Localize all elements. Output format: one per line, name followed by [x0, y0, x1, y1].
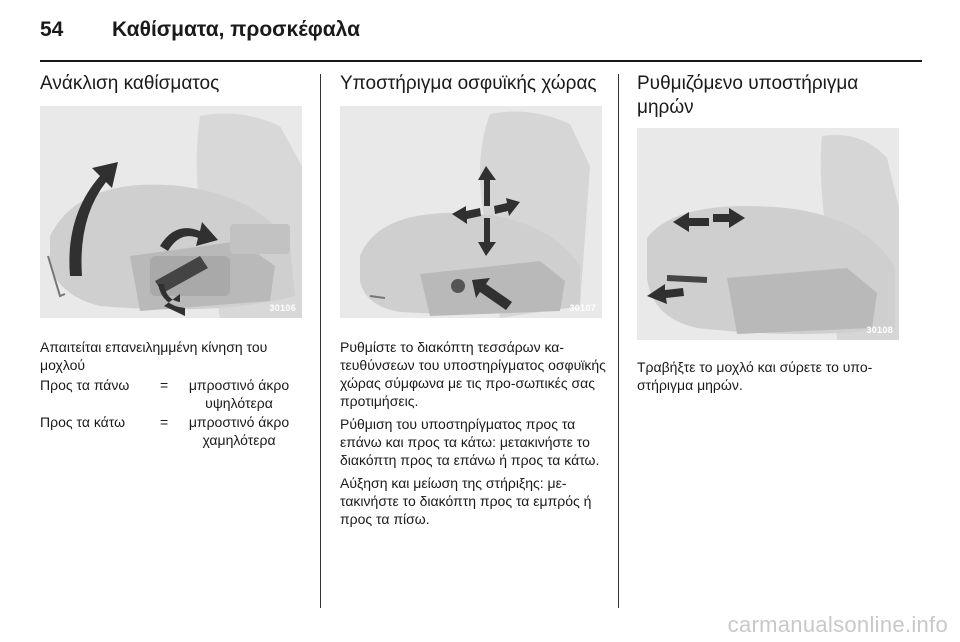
page-number: 54 — [40, 18, 64, 41]
paragraph: Αύξηση και μείωση της στήριξης: με-τακινήστε το διακόπτη προς τα εμπρός ή προς τα πίσω. — [340, 475, 592, 527]
section-heading: Ανάκλιση καθίσματος — [40, 73, 220, 94]
body-text — [340, 338, 608, 533]
paragraph: Ρύθμιση του υποστηρίγματος προς τα επάνω και προς τα κάτω: μετακινήστε το διακόπτη προς τα επάνω ή προς τα κάτω. — [340, 416, 600, 468]
row-term: Προς τα πάνω — [40, 377, 130, 393]
watermark: carmanualsonline.info — [727, 612, 948, 637]
section-lumbar-support — [340, 72, 608, 96]
section-heading: Υποστήριγμα οσφυϊκής χώρας — [340, 73, 597, 94]
header-rule — [40, 60, 922, 62]
column-divider — [618, 74, 619, 608]
section-seat-tilt — [40, 72, 306, 96]
row-definition: μπροστινό άκρο χαμηλότερα — [188, 414, 290, 448]
intro-text: Απαιτείται επανειλημμένη κίνηση του μοχλού — [40, 339, 268, 373]
section-heading: Ρυθμιζόμενο υποστήριγμα μηρών — [637, 73, 859, 118]
seat-tilt-illustration — [40, 106, 302, 318]
row-definition: μπροστινό άκρο υψηλότερα — [188, 377, 290, 411]
figure-number: 30108 — [866, 325, 893, 335]
figure-number: 30106 — [269, 303, 296, 313]
row-term: Προς τα κάτω — [40, 414, 125, 430]
column-divider — [320, 74, 321, 608]
row-equals: = — [160, 414, 169, 430]
section-thigh-support — [637, 72, 907, 120]
paragraph: Ρυθμίστε το διακόπτη τεσσάρων κα-τευθύνσεων του υποστηρίγματος οσφυϊκής χώρας σύμφωνα με τις προ-σωπικές σας προτιμήσεις. — [340, 339, 606, 409]
thigh-support-illustration — [637, 128, 899, 340]
row-equals: = — [160, 377, 169, 393]
figure-number: 30107 — [569, 303, 596, 313]
body-text — [637, 358, 907, 399]
page-title: Καθίσματα, προσκέφαλα — [112, 18, 360, 41]
lumbar-support-illustration — [340, 106, 602, 318]
paragraph: Τραβήξτε το μοχλό και σύρετε το υπο-στήριγμα μηρών. — [637, 359, 873, 393]
